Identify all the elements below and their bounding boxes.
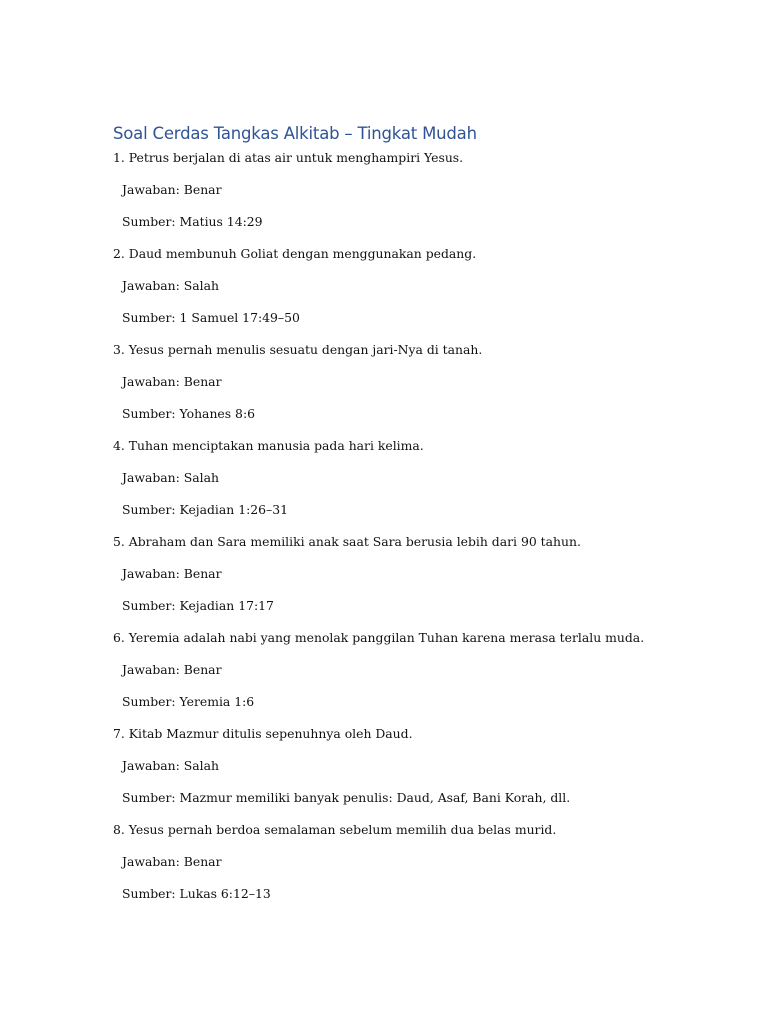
source-3: Sumber: Yohanes 8:6	[122, 406, 255, 421]
question-6: 6. Yeremia adalah nabi yang menolak panggilan Tuhan karena merasa terlalu muda.	[113, 630, 645, 645]
question-4: 4. Tuhan menciptakan manusia pada hari kelima.	[113, 438, 424, 453]
source-1: Sumber: Matius 14:29	[122, 214, 263, 229]
answer-5: Jawaban: Benar	[122, 566, 222, 581]
source-8: Sumber: Lukas 6:12–13	[122, 886, 271, 901]
question-2: 2. Daud membunuh Goliat dengan menggunakan pedang.	[113, 246, 477, 261]
answer-6: Jawaban: Benar	[122, 662, 222, 677]
question-8: 8. Yesus pernah berdoa semalaman sebelum memilih dua belas murid.	[113, 822, 557, 837]
answer-2: Jawaban: Salah	[122, 278, 219, 293]
answer-3: Jawaban: Benar	[122, 374, 222, 389]
answer-7: Jawaban: Salah	[122, 758, 219, 773]
question-3: 3. Yesus pernah menulis sesuatu dengan jari-Nya di tanah.	[113, 342, 483, 357]
question-7: 7. Kitab Mazmur ditulis sepenuhnya oleh Daud.	[113, 726, 413, 741]
source-7: Sumber: Mazmur memiliki banyak penulis: Daud, Asaf, Bani Korah, dll.	[122, 790, 571, 805]
source-2: Sumber: 1 Samuel 17:49–50	[122, 310, 300, 325]
answer-4: Jawaban: Salah	[122, 470, 219, 485]
source-6: Sumber: Yeremia 1:6	[122, 694, 255, 709]
question-5: 5. Abraham dan Sara memiliki anak saat Sara berusia lebih dari 90 tahun.	[113, 534, 581, 549]
source-4: Sumber: Kejadian 1:26–31	[122, 502, 288, 517]
question-1: 1. Petrus berjalan di atas air untuk menghampiri Yesus.	[113, 150, 464, 165]
answer-1: Jawaban: Benar	[122, 182, 222, 197]
answer-8: Jawaban: Benar	[122, 854, 222, 869]
document-title: Soal Cerdas Tangkas Alkitab – Tingkat Mudah	[113, 124, 477, 143]
source-5: Sumber: Kejadian 17:17	[122, 598, 274, 613]
